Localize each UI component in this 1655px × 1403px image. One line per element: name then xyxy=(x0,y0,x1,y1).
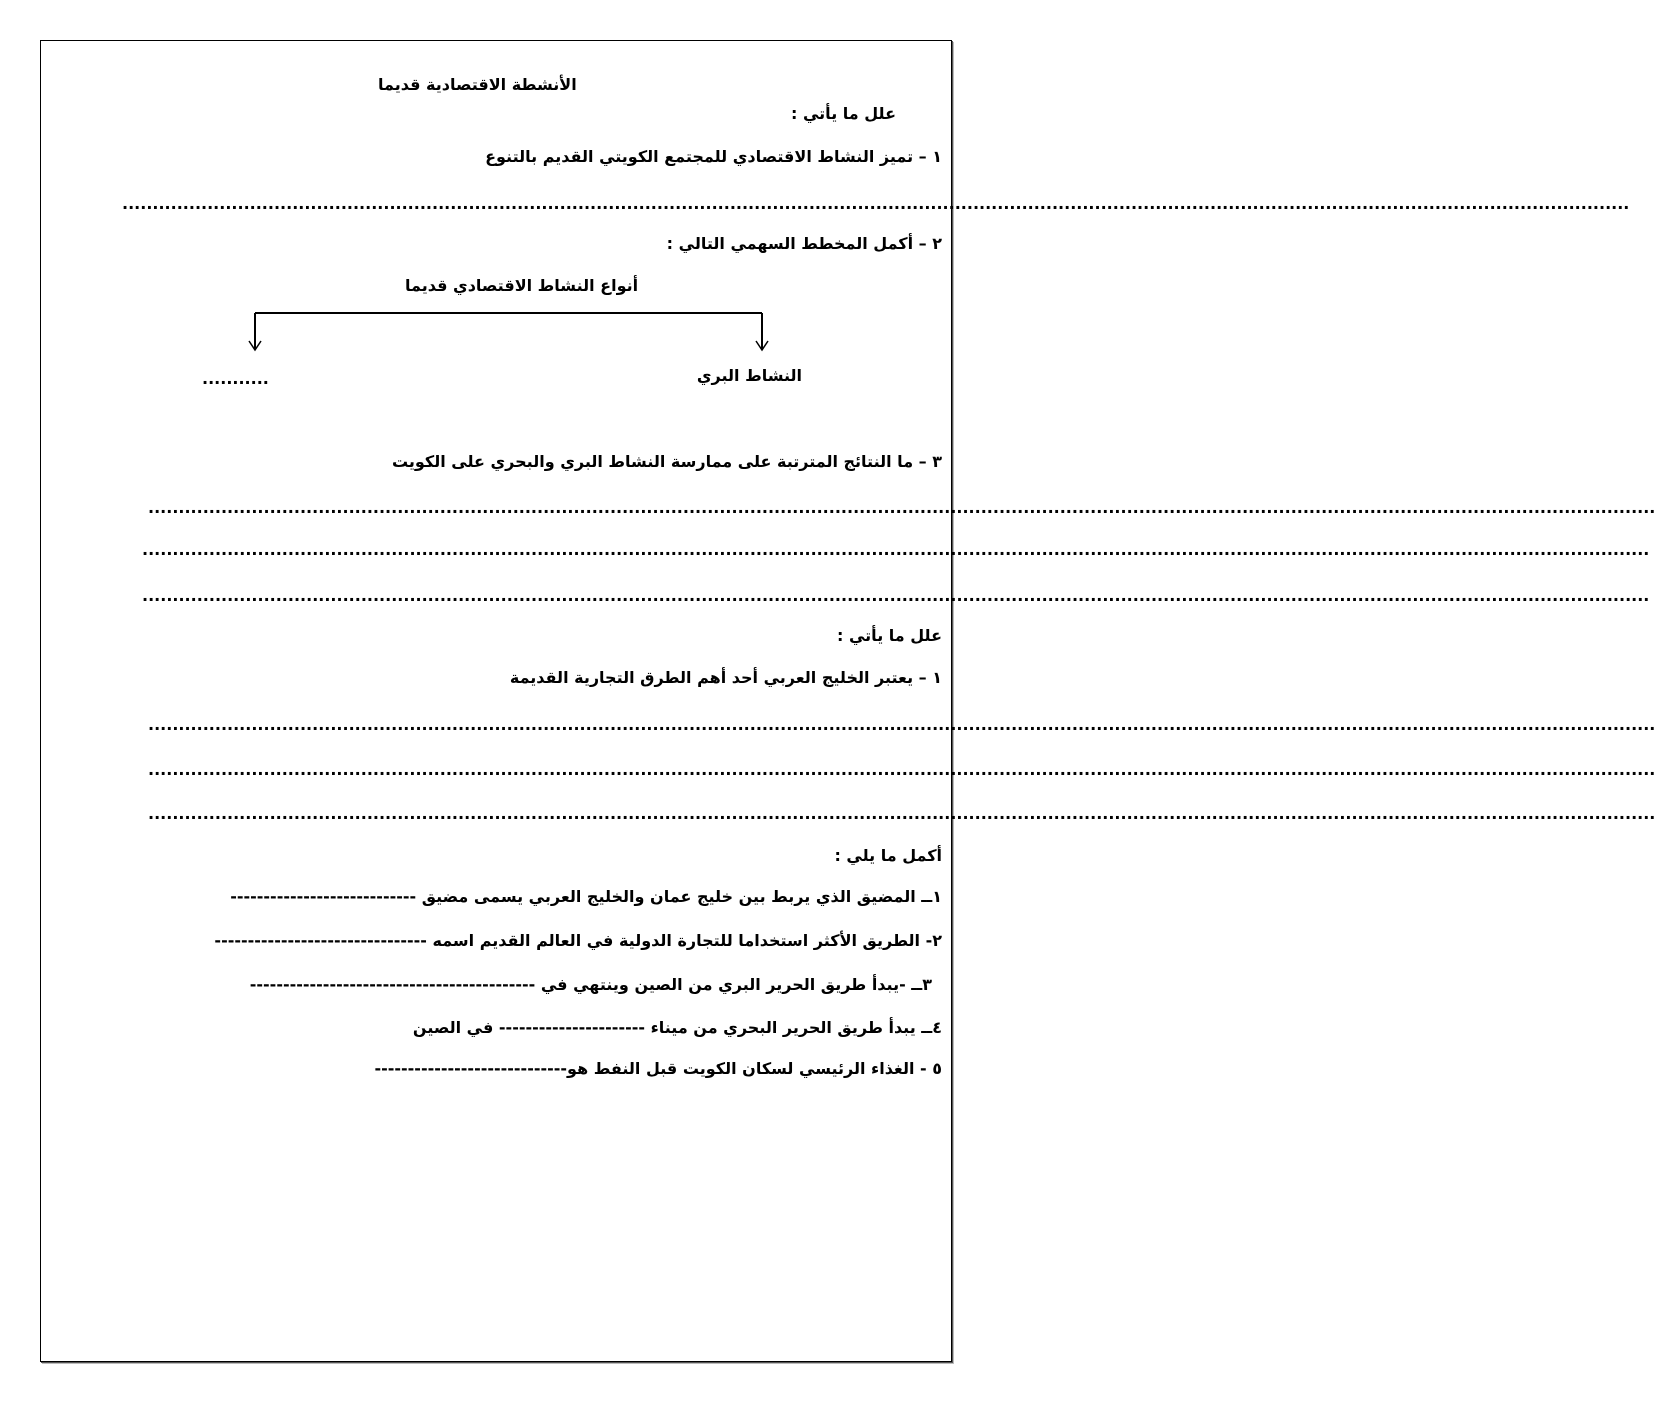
answer-line[interactable]: ........................................................................................................................................................................................................................................................ xyxy=(148,715,1655,734)
section-heading-complete: أكمل ما يلي : xyxy=(834,846,942,865)
complete-item-2: ٢- الطريق الأكثر استخداما للتجارة الدولية في العالم القديم اسمه -------------------------------- xyxy=(214,931,942,950)
section-heading-explain-2: علل ما يأتي : xyxy=(837,626,942,645)
complete-item-4: ٤ــ يبدأ طريق الحرير البحري من ميناء ---------------------- في الصين xyxy=(412,1018,942,1037)
answer-line[interactable]: ........................................................................................................................................................................................................................................................ xyxy=(122,194,1630,213)
diagram-right-branch: النشاط البري xyxy=(696,366,802,385)
complete-item-3: ٣ــ -يبدأ طريق الحرير البري من الصين وينتهي في ------------------------------------------- xyxy=(249,975,932,994)
page-title: الأنشطة الاقتصادية قديما xyxy=(378,75,577,94)
section-heading-explain-1: علل ما يأتي : xyxy=(791,104,896,123)
answer-line[interactable]: ........................................................................................................................................................................................................................................................ xyxy=(142,586,1650,605)
question-1-2: ٢ – أكمل المخطط السهمي التالي : xyxy=(666,234,942,253)
question-1-1: ١ – تميز النشاط الاقتصادي للمجتمع الكويتي القديم بالتنوع xyxy=(485,147,942,166)
arrow-diagram xyxy=(240,305,780,360)
complete-item-5: ٥ - الغذاء الرئيسي لسكان الكويت قبل النفط هو----------------------------- xyxy=(374,1059,942,1078)
answer-line[interactable]: ........................................................................................................................................................................................................................................................ xyxy=(148,498,1655,517)
answer-line[interactable]: ........................................................................................................................................................................................................................................................ xyxy=(142,540,1650,559)
answer-line[interactable]: ........................................................................................................................................................................................................................................................ xyxy=(148,804,1655,823)
question-2-1: ١ – يعتبر الخليج العربي أحد أهم الطرق التجارية القديمة xyxy=(509,668,942,687)
diagram-left-branch-blank[interactable]: ........... xyxy=(202,369,269,388)
complete-item-1: ١ــ المضيق الذي يربط بين خليج عمان والخليج العربي يسمى مضيق ---------------------------- xyxy=(230,887,942,906)
diagram-root-label: أنواع النشاط الاقتصادي قديما xyxy=(405,276,639,295)
answer-line[interactable]: ........................................................................................................................................................................................................................................................ xyxy=(148,760,1655,779)
question-1-3: ٣ – ما النتائج المترتبة على ممارسة النشاط البري والبحري على الكويت xyxy=(391,452,942,471)
